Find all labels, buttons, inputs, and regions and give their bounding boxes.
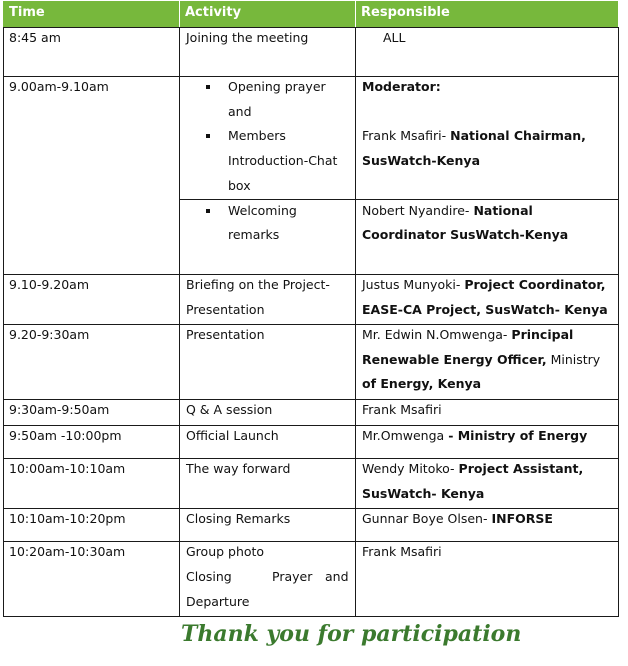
row7-activity: The way forward [186, 461, 291, 476]
row1-time: 8:45 am [9, 30, 61, 45]
row8-time: 10:10am-10:20pm [9, 511, 126, 526]
row4-time: 9.20-9:30am [9, 327, 90, 342]
row3-role1: Project Coordinator, [464, 277, 606, 292]
column-divider [179, 27, 180, 617]
row6-activity: Official Launch [186, 428, 279, 443]
row1-activity: Joining the meeting [186, 30, 309, 45]
row2-bullet2-line3: box [228, 178, 251, 193]
row-divider [3, 616, 619, 617]
row-divider [3, 399, 619, 400]
row2-nobert-line1 [362, 203, 533, 219]
header-responsible: Responsible [361, 5, 450, 20]
row7-time: 10:00am-10:10am [9, 461, 126, 476]
row7-role1: Project Assistant, [458, 461, 584, 476]
row-divider [179, 199, 619, 200]
row4-name: Mr. Edwin N.Omwenga- [362, 327, 508, 342]
row9-activity2c: and [325, 569, 349, 584]
row2-bullet3-line1: Welcoming [228, 203, 297, 218]
header-activity: Activity [185, 5, 242, 20]
row9-activity2a: Closing [186, 569, 232, 584]
row3-activity2: Presentation [186, 302, 265, 317]
row-divider [3, 76, 619, 77]
row3-activity1: Briefing on the Project- [186, 277, 330, 292]
row2-frank-line1 [362, 128, 586, 144]
header-time: Time [9, 5, 45, 20]
row2-moderator-label: Moderator: [362, 79, 441, 94]
row4-role2b: Ministry [550, 352, 601, 367]
row2-frank-role2: SusWatch-Kenya [362, 153, 481, 168]
row4-role2a: Renewable Energy Officer, [362, 352, 547, 367]
row7-role2: SusWatch- Kenya [362, 486, 485, 501]
row3-name: Justus Munyoki- [362, 277, 461, 292]
row2-bullet3-line2: remarks [228, 227, 280, 242]
row9-activity2b: Prayer [272, 569, 313, 584]
row2-bullet1-line1: Opening prayer [228, 79, 326, 94]
header-cell-time [3, 1, 179, 27]
row9-time: 10:20am-10:30am [9, 544, 126, 559]
row5-responsible: Frank Msafiri [362, 402, 442, 417]
row4-resp-line2 [362, 352, 600, 368]
row4-role1: Principal [511, 327, 574, 342]
row2-nobert-role1: National [473, 203, 533, 218]
row3-role2: EASE-CA Project, SusWatch- Kenya [362, 302, 608, 317]
row3-time: 9.10-9.20am [9, 277, 90, 292]
header-cell-responsible [356, 1, 618, 27]
row8-resp-line1 [362, 511, 553, 527]
row7-name: Wendy Mitoko- [362, 461, 455, 476]
row6-name: Mr.Omwenga [362, 428, 445, 443]
row6-role: - Ministry of Energy [448, 428, 588, 443]
row2-nobert-role2: Coordinator SusWatch-Kenya [362, 227, 569, 242]
row-divider [3, 508, 619, 509]
row-divider [3, 425, 619, 426]
row4-resp-line1 [362, 327, 573, 343]
row9-activity3: Departure [186, 594, 250, 609]
header-cell-activity [180, 1, 355, 27]
bullet-icon [206, 209, 210, 213]
bullet-icon [206, 85, 210, 89]
row-divider [3, 541, 619, 542]
column-divider [618, 27, 619, 617]
row-divider [3, 27, 619, 28]
row8-activity: Closing Remarks [186, 511, 291, 526]
row6-resp-line1 [362, 428, 587, 444]
row7-resp-line1 [362, 461, 583, 477]
row2-bullet1-line2: and [228, 104, 252, 119]
row5-activity: Q & A session [186, 402, 273, 417]
row4-activity: Presentation [186, 327, 265, 342]
row2-bullet2-line2: Introduction-Chat [228, 153, 338, 168]
row2-frank-name: Frank Msafiri- [362, 128, 447, 143]
row2-time: 9.00am-9.10am [9, 79, 109, 94]
row-divider [3, 274, 619, 275]
thank-you-footer: Thank you for participation [181, 621, 522, 647]
row3-resp-line1 [362, 277, 605, 293]
row8-role: INFORSE [491, 511, 553, 526]
column-divider [3, 27, 4, 617]
row6-time: 9:50am -10:00pm [9, 428, 122, 443]
row-divider [3, 458, 619, 459]
row-divider [3, 324, 619, 325]
bullet-icon [206, 134, 210, 138]
row2-bullet2-line1: Members [228, 128, 286, 143]
row2-frank-role1: National Chairman, [450, 128, 586, 143]
row4-role3: of Energy, Kenya [362, 376, 482, 391]
row9-responsible: Frank Msafiri [362, 544, 442, 559]
row5-time: 9:30am-9:50am [9, 402, 110, 417]
row8-name: Gunnar Boye Olsen- [362, 511, 488, 526]
row2-nobert-name: Nobert Nyandire- [362, 203, 470, 218]
row9-activity1: Group photo [186, 544, 265, 559]
column-divider [355, 27, 356, 617]
row1-responsible: ALL [383, 30, 406, 45]
